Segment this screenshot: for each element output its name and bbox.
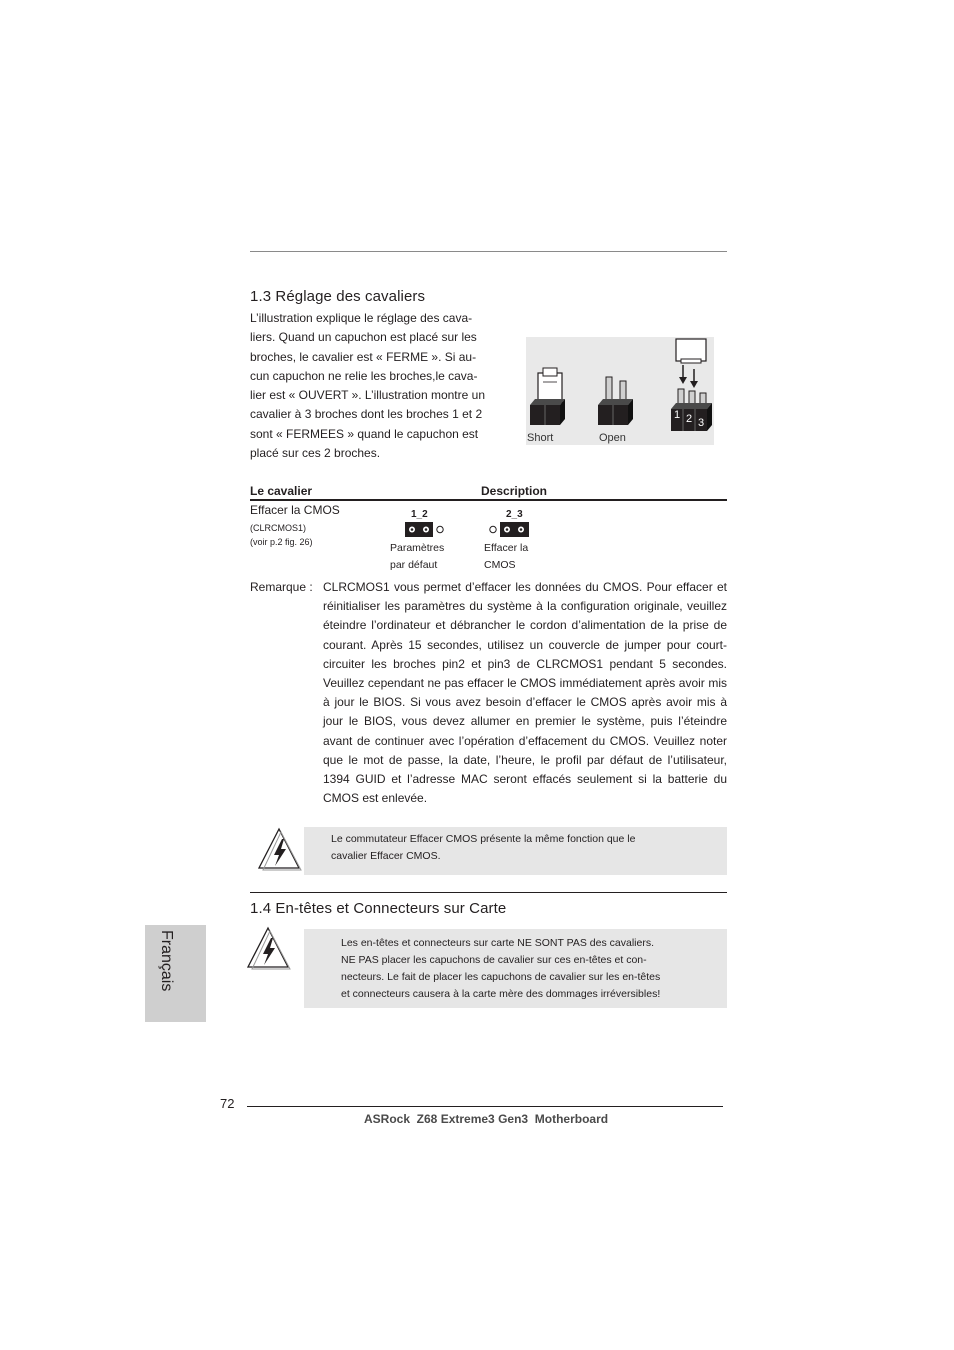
footer-product: ASRock Z68 Extreme3 Gen3 Motherboard (364, 1112, 609, 1126)
intro-line: cavalier à 3 broches dont les broches 1 et 2 (250, 407, 483, 422)
remark-text: CLRCMOS1 vous permet d’effacer les données du CMOS. Pour effacer et réinitialiser les paramètres du système à la configuration originale, veuillez éteindre l’ordinateur et débrancher le cordon d’alimentation de la prise de courant. Après 15 secondes, utilisez un couvercle de jumper pour court-circuiter les broches pin2 et pin3 de CLRCMOS1 pendant 5 secondes. Veuillez cependant ne pas effacer le CMOS immédiatement après avoir mis à jour le BIOS. Si vous avez besoin d’effacer le CMOS après avoir mis à jour le BIOS, vous devez allumer en premier le système, puis l’éteindre avant de continuer avec l’opération d’effacement du CMOS. Veuillez noter que le mot de passe, la date, l’heure, le profil par défaut de l’utilisateur, 1394 GUID et l’adresse MAC seront effacés seulement si la batterie du CMOS est enlevée. (323, 580, 727, 806)
pin-header-default-svg (405, 522, 447, 537)
option-clear-pins-label: 2_3 (506, 509, 523, 520)
note-text (331, 831, 635, 865)
top-rule (250, 251, 727, 252)
pin-number-3: 3 (698, 417, 705, 429)
warning-triangle-svg (255, 826, 303, 872)
row-id: (CLRCMOS1) (250, 523, 307, 533)
note-text (341, 935, 681, 1003)
warning-icon (255, 826, 303, 872)
option-default-pin-header (405, 522, 447, 537)
intro-line: sont « FERMEES » quand le capuchon est (250, 426, 479, 441)
option-default-pins-label: 1_2 (411, 509, 428, 520)
option-clear-label-line2: CMOS (484, 559, 516, 571)
note-line: cavalier Effacer CMOS. (331, 850, 441, 862)
warning-icon (244, 925, 292, 971)
jumper-short-drawing (530, 368, 565, 425)
language-label: Français (158, 930, 175, 992)
option-clear-pin-header (486, 522, 529, 537)
intro-line: L’illustration explique le réglage des cava- (250, 311, 473, 325)
section-title-jumpers: 1.3 Réglage des cavaliers (250, 288, 426, 305)
note-line: Les en-têtes et connecteurs sur carte NE SONT PAS des cavaliers. (341, 937, 655, 949)
jumper-illustration-svg (526, 337, 714, 445)
option-default-label (390, 540, 444, 574)
jumper-open-drawing (598, 377, 633, 425)
table-row-clear-cmos (250, 503, 340, 517)
row-name: Effacer la CMOS (250, 503, 340, 517)
option-clear-label-line1: Effacer la (484, 542, 529, 554)
section-title-headers: 1.4 En-têtes et Connecteurs sur Carte (250, 900, 507, 917)
note-line: et connecteurs causera à la carte mère des dommages irréversibles! (341, 988, 661, 1000)
table-header-rule (250, 499, 727, 501)
intro-line: liers. Quand un capuchon est placé sur les (250, 330, 477, 345)
footer-rule (247, 1106, 723, 1107)
option-default-label-line2: par défaut (390, 559, 438, 571)
intro-line: cun capuchon ne relie les broches,le cava- (250, 368, 478, 383)
intro-paragraph (250, 309, 500, 463)
option-default-label-line1: Paramètres (390, 542, 445, 554)
intro-line: broches, le cavalier est « FERME ». Si au- (250, 349, 477, 364)
label-short: Short (527, 432, 554, 444)
intro-line: placé sur ces 2 broches. (250, 446, 381, 461)
label-open: Open (599, 432, 626, 444)
pin-number-1: 1 (674, 409, 681, 421)
pin-header-clear-svg (486, 522, 529, 537)
jumper-illustration (526, 337, 714, 445)
remark-label: Remarque : (250, 580, 313, 594)
table-header-description: Description (481, 484, 548, 498)
table-header-jumper: Le cavalier (250, 484, 313, 498)
language-side-tab (145, 925, 206, 1022)
warning-triangle-svg (244, 925, 292, 971)
note-line: necteurs. Le fait de placer les capuchons de cavalier sur les en-têtes (341, 971, 661, 983)
page-number: 72 (220, 1096, 235, 1111)
row-ref: (voir p.2 fig. 26) (250, 537, 313, 547)
intro-line: lier est « OUVERT ». L’illustration montre un (250, 388, 485, 403)
pin-number-2: 2 (686, 413, 693, 425)
section-rule (250, 892, 727, 893)
note-line: NE PAS placer les capuchons de cavalier sur ces en-têtes et con- (341, 954, 647, 966)
note-box-headers-warning (304, 929, 727, 1008)
note-line: Le commutateur Effacer CMOS présente la même fonction que le (331, 833, 636, 845)
option-clear-label (484, 540, 528, 574)
note-box-cmos-switch (304, 827, 727, 875)
